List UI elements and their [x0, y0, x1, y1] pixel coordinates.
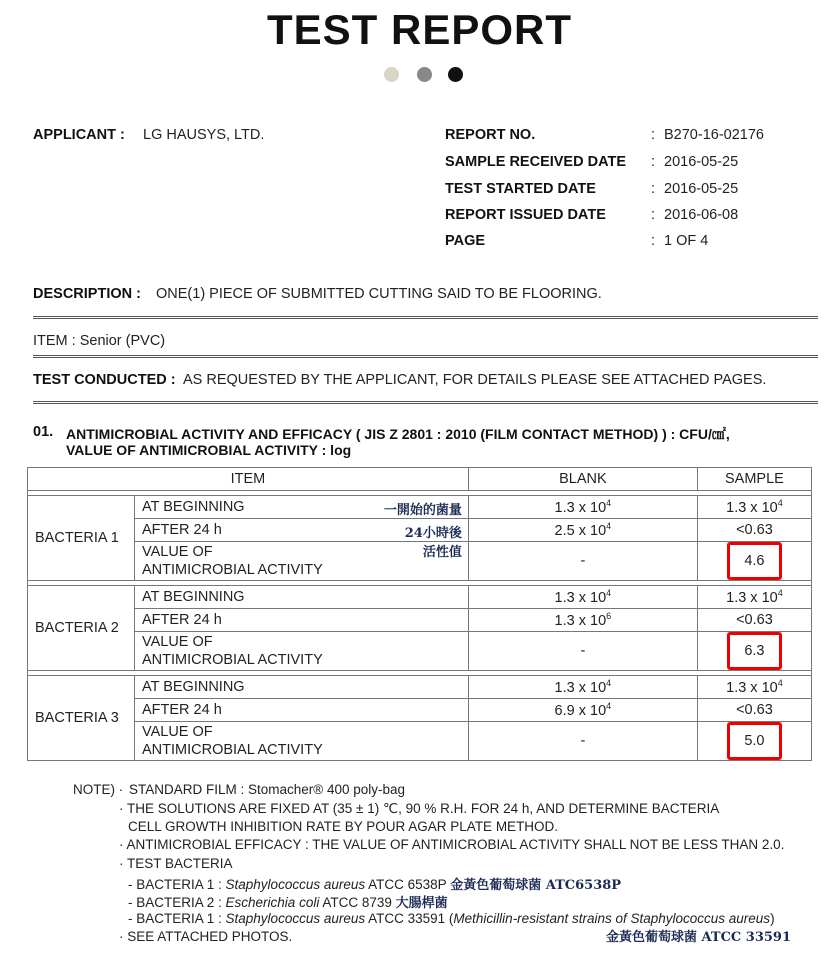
row-label: VALUE OF — [142, 634, 213, 650]
note-line: CELL GROWTH INHIBITION RATE BY POUR AGAR PLATE METHOD. — [128, 819, 559, 834]
test-conducted-label: TEST CONDUCTED : — [33, 372, 176, 388]
sample-value: <0.63 — [697, 519, 811, 542]
meta-colon: : — [651, 207, 656, 223]
row-label: ANTIMICROBIAL ACTIVITY — [142, 742, 323, 758]
row-label-cell — [135, 519, 469, 542]
table-row — [28, 496, 812, 519]
meta-colon: : — [651, 233, 656, 249]
annotation-zh: 活性值 — [422, 545, 462, 560]
table-row — [28, 632, 812, 671]
item-line: ITEM : Senior (PVC) — [33, 333, 166, 349]
row-label-cell — [135, 722, 469, 761]
table-row — [28, 676, 812, 699]
annotation-zh: 一開始的菌量 — [383, 503, 462, 518]
blank-value: 1.3 x $10^6$ — [468, 609, 697, 632]
section-title: ANTIMICROBIAL ACTIVITY AND EFFICACY ( JIS Z 2801 : 2010 (FILM CONTACT METHOD) ) : CFU/㎠, — [66, 426, 730, 442]
results-table — [27, 467, 812, 761]
row-label: VALUE OF — [142, 724, 213, 740]
row-label: AFTER 24 h — [135, 699, 469, 722]
note-line: · SEE ATTACHED PHOTOS. — [119, 929, 293, 944]
notes-prefix: NOTE) · — [73, 782, 124, 797]
group-name: BACTERIA 2 — [28, 586, 135, 671]
sample-value: 1.3 x $10^4$ — [697, 676, 811, 699]
sample-value-cell — [697, 542, 811, 581]
row-label: AT BEGINNING — [135, 586, 469, 609]
row-label: AFTER 24 h — [142, 522, 222, 538]
applicant-value: LG HAUSYS, LTD. — [143, 127, 265, 143]
meta-colon: : — [651, 181, 656, 197]
sample-value: 1.3 x $10^4$ — [697, 586, 811, 609]
dot-dark — [448, 67, 463, 82]
group-name: BACTERIA 3 — [28, 676, 135, 761]
blank-value: - — [468, 542, 697, 581]
table-row — [28, 699, 812, 722]
bacteria-note: - BACTERIA 2 : Escherichia coli ATCC 8739 大腸桿菌 — [128, 895, 448, 911]
highlighted-result: 5.0 — [727, 722, 781, 760]
annotation-zh: 24小時後 — [404, 526, 462, 541]
description-value: ONE(1) PIECE OF SUBMITTED CUTTING SAID TO BE FLOORING. — [156, 286, 602, 302]
meta-label: TEST STARTED DATE — [445, 181, 596, 197]
highlighted-result: 4.6 — [727, 542, 781, 580]
blank-value: - — [468, 632, 697, 671]
table-row — [28, 542, 812, 581]
row-label-cell — [135, 542, 469, 581]
meta-label: PAGE — [445, 233, 486, 249]
blank-value: 1.3 x $10^4$ — [468, 496, 697, 519]
note-line: STANDARD FILM : Stomacher® 400 poly-bag — [129, 782, 406, 797]
table-row — [28, 519, 812, 542]
meta-label: REPORT ISSUED DATE — [445, 207, 606, 223]
note-line: · THE SOLUTIONS ARE FIXED AT (35 ± 1) ℃, 90 % R.H. FOR 24 h, AND DETERMINE BACTERIA — [119, 801, 720, 816]
dot-mid — [417, 67, 432, 82]
row-label: AFTER 24 h — [135, 609, 469, 632]
row-label-cell — [135, 632, 469, 671]
blank-value: 6.9 x $10^4$ — [468, 699, 697, 722]
table-row — [28, 722, 812, 761]
meta-colon: : — [651, 127, 656, 143]
sample-value-cell — [697, 632, 811, 671]
sample-value: <0.63 — [697, 699, 811, 722]
table-row — [28, 609, 812, 632]
dot-light — [384, 67, 399, 82]
blank-value: 1.3 x $10^4$ — [468, 586, 697, 609]
header-item: ITEM — [28, 468, 469, 491]
meta-value: 1 OF 4 — [664, 233, 709, 249]
sample-value: <0.63 — [697, 609, 811, 632]
bacteria-note: - BACTERIA 1 : Staphylococcus aureus ATCC 6538P 金黃色葡萄球菌 ATC6538P — [128, 877, 622, 893]
meta-value: 2016-05-25 — [664, 154, 739, 170]
table-row — [28, 586, 812, 609]
row-label: VALUE OF — [142, 544, 213, 560]
bacteria-note: - BACTERIA 1 : Staphylococcus aureus ATCC 33591 (Methicillin-resistant strains of Staphylococcus aureus) — [128, 911, 775, 926]
meta-value: B270-16-02176 — [664, 127, 764, 143]
meta-label: REPORT NO. — [445, 127, 536, 143]
sample-value-cell — [697, 722, 811, 761]
note-line: · ANTIMICROBIAL EFFICACY : THE VALUE OF ANTIMICROBIAL ACTIVITY SHALL NOT BE LESS THAN 2.0. — [119, 837, 785, 852]
blank-value: 2.5 x $10^4$ — [468, 519, 697, 542]
header-blank: BLANK — [468, 468, 697, 491]
test-conducted-value: AS REQUESTED BY THE APPLICANT, FOR DETAILS PLEASE SEE ATTACHED PAGES. — [183, 372, 767, 388]
report-title: TEST REPORT — [266, 6, 573, 53]
blank-value: - — [468, 722, 697, 761]
row-label: AT BEGINNING — [135, 676, 469, 699]
applicant-label: APPLICANT : — [33, 127, 125, 143]
meta-value: 2016-05-25 — [664, 181, 739, 197]
row-label: ANTIMICROBIAL ACTIVITY — [142, 652, 323, 668]
highlighted-result: 6.3 — [727, 632, 781, 670]
section-subtitle: VALUE OF ANTIMICROBIAL ACTIVITY : log — [66, 442, 352, 458]
row-label: ANTIMICROBIAL ACTIVITY — [142, 562, 323, 578]
description-label: DESCRIPTION : — [33, 286, 141, 302]
group-name: BACTERIA 1 — [28, 496, 135, 581]
row-label-cell — [135, 496, 469, 519]
meta-label: SAMPLE RECEIVED DATE — [445, 154, 627, 170]
table-header-row — [28, 468, 812, 491]
annotation-zh: 金黃色葡萄球菌 ATC6538P — [450, 878, 622, 893]
note-line: · TEST BACTERIA — [119, 856, 233, 871]
divider — [33, 316, 818, 319]
header-sample: SAMPLE — [697, 468, 811, 491]
section-number: 01. — [33, 424, 54, 440]
divider — [33, 401, 818, 404]
meta-value: 2016-06-08 — [664, 207, 739, 223]
annotation-zh: 金黃色葡萄球菌 ATCC 33591 — [606, 930, 792, 945]
blank-value: 1.3 x $10^4$ — [468, 676, 697, 699]
meta-colon: : — [651, 154, 656, 170]
row-label: AT BEGINNING — [142, 499, 245, 515]
sample-value: 1.3 x $10^4$ — [697, 496, 811, 519]
annotation-zh: 大腸桿菌 — [395, 896, 448, 911]
divider — [33, 355, 818, 358]
